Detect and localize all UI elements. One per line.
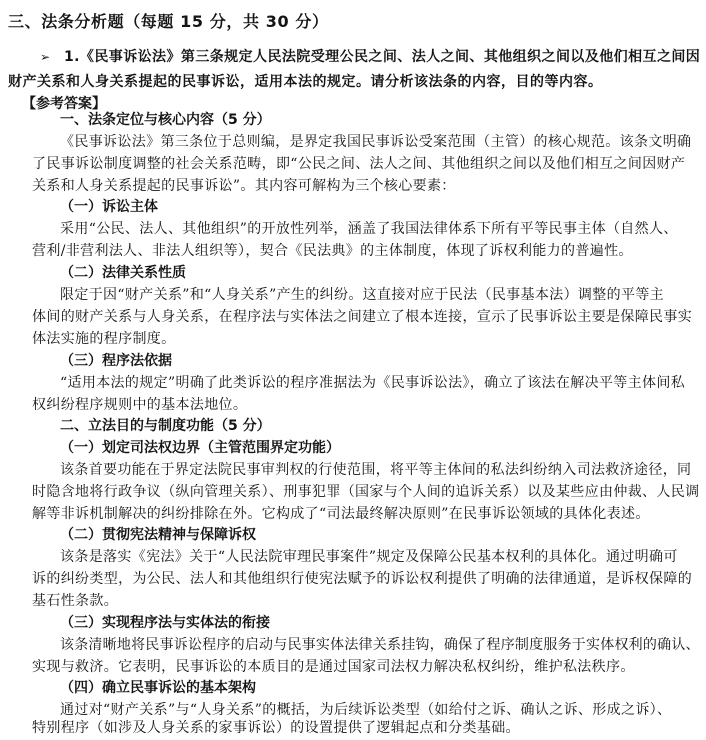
part2-sub1-line-2: 时隐含地将行政争议（纵向管理关系）、刑事犯罪（国家与个人间的追诉关系）以及某些应由仲裁、人民调 [32,484,700,500]
part2-sub2-heading: （二）贯彻宪法精神与保障诉权 [60,527,256,543]
part1-sub3-heading: （三）程序法依据 [60,353,172,369]
part1-sub3-line-2: 权纠纷程序规则中的基本法地位。 [32,397,248,413]
part2-sub2-line-1: 该条是落实《宪法》关于“人民法院审理民事案件”规定及保障公民基本权利的具体化。通过明确可 [60,549,678,565]
part2-sub1-line-1: 该条首要功能在于界定法院民事审判权的行使范围，将平等主体间的私法纠纷纳入司法救济途径，同 [60,462,692,478]
part2-sub3-line-1: 该条清晰地将民事诉讼程序的启动与民事实体法律关系挂钩，确保了程序制度服务于实体权利的确认、 [60,637,700,653]
answer-label: 【参考答案】 [22,96,106,112]
part2-sub2-line-2: 诉的纠纷类型，为公民、法人和其他组织行使宪法赋予的诉讼权利提供了明确的法律通道，是诉权保障的 [32,571,693,587]
question-line-1 [40,47,700,67]
question-text-1: 1.《民事诉讼法》第三条规定人民法院受理公民之间、法人之间、其他组织之间以及他们相互之间因 [64,49,701,65]
part2-sub3-heading: （三）实现程序法与实体法的衔接 [60,615,270,631]
part1-sub1-line-2: 营利/非营利法人、非法人组织等），契合《民法典》的主体制度，体现了诉权利能力的普遍性。 [32,243,633,259]
part2-heading: 二、立法目的与制度功能（5 分） [60,418,271,434]
part1-sub1-line-1: 采用“公民、法人、其他组织”的开放性列举，涵盖了我国法律体系下所有平等民事主体（自然人、 [60,221,678,237]
part1-intro-line-3: 关系和人身关系提起的民事诉讼”。其内容可解构为三个核心要素： [32,178,456,194]
part2-sub4-heading: （四）确立民事诉讼的基本架构 [60,680,256,696]
part1-sub2-heading: （二）法律关系性质 [60,265,186,281]
part1-intro-line-1: 《民事诉讼法》第三条位于总则编，是界定我国民事诉讼受案范围（主管）的核心规范。该条文明确 [60,134,692,150]
part1-sub2-line-3: 体法实施的程序制度。 [32,331,176,347]
part2-sub4-line-1: 通过对“财产关系”与“人身关系”的概括，为后续诉讼类型（如给付之诉、确认之诉、形成之诉）、 [60,702,672,718]
part1-intro-line-2: 了民事诉讼制度调整的社会关系范畴，即“公民之间、法人之间、其他组织之间以及他们相互之间因财产 [32,156,686,172]
question-line-2: 财产关系和人身关系提起的民事诉讼，适用本法的规定。请分析该法条的内容，目的等内容。 [8,74,603,90]
section-title: 三、法条分析题（每题 15 分，共 30 分） [8,12,329,31]
part1-sub3-line-1: “适用本法的规定”明确了此类诉讼的程序准据法为《民事诉讼法》，确立了该法在解决平等主体间私 [60,375,686,391]
part1-heading: 一、法条定位与核心内容（5 分） [60,112,271,128]
arrow-bullet-icon: ➢ [40,50,51,64]
part1-sub2-line-1: 限定于因“财产关系”和“人身关系”产生的纠纷。这直接对应于民法（民事基本法）调整的平等主 [60,287,665,303]
part1-sub2-line-2: 体间的财产关系与人身关系，在程序法与实体法之间建立了根本连接，宣示了民事诉讼主要是保障民事实 [32,309,693,325]
part1-sub1-heading: （一）诉讼主体 [60,199,158,215]
part2-sub4-line-2: 特别程序（如涉及人身关系的家事诉讼）的设置提供了逻辑起点和分类基础。 [32,720,520,736]
part2-sub1-heading: （一）划定司法权边界（主管范围界定功能） [60,440,340,456]
part2-sub2-line-3: 基石性条款。 [32,593,119,609]
part2-sub1-line-3: 解等非诉机制解决的纠纷排除在外。它构成了“司法最终解决原则”在民事诉讼领域的具体化表述。 [32,506,650,522]
part2-sub3-line-2: 实现与救济。它表明，民事诉讼的本质目的是通过国家司法权力解决私权纠纷，维护私法秩序。 [32,659,635,675]
